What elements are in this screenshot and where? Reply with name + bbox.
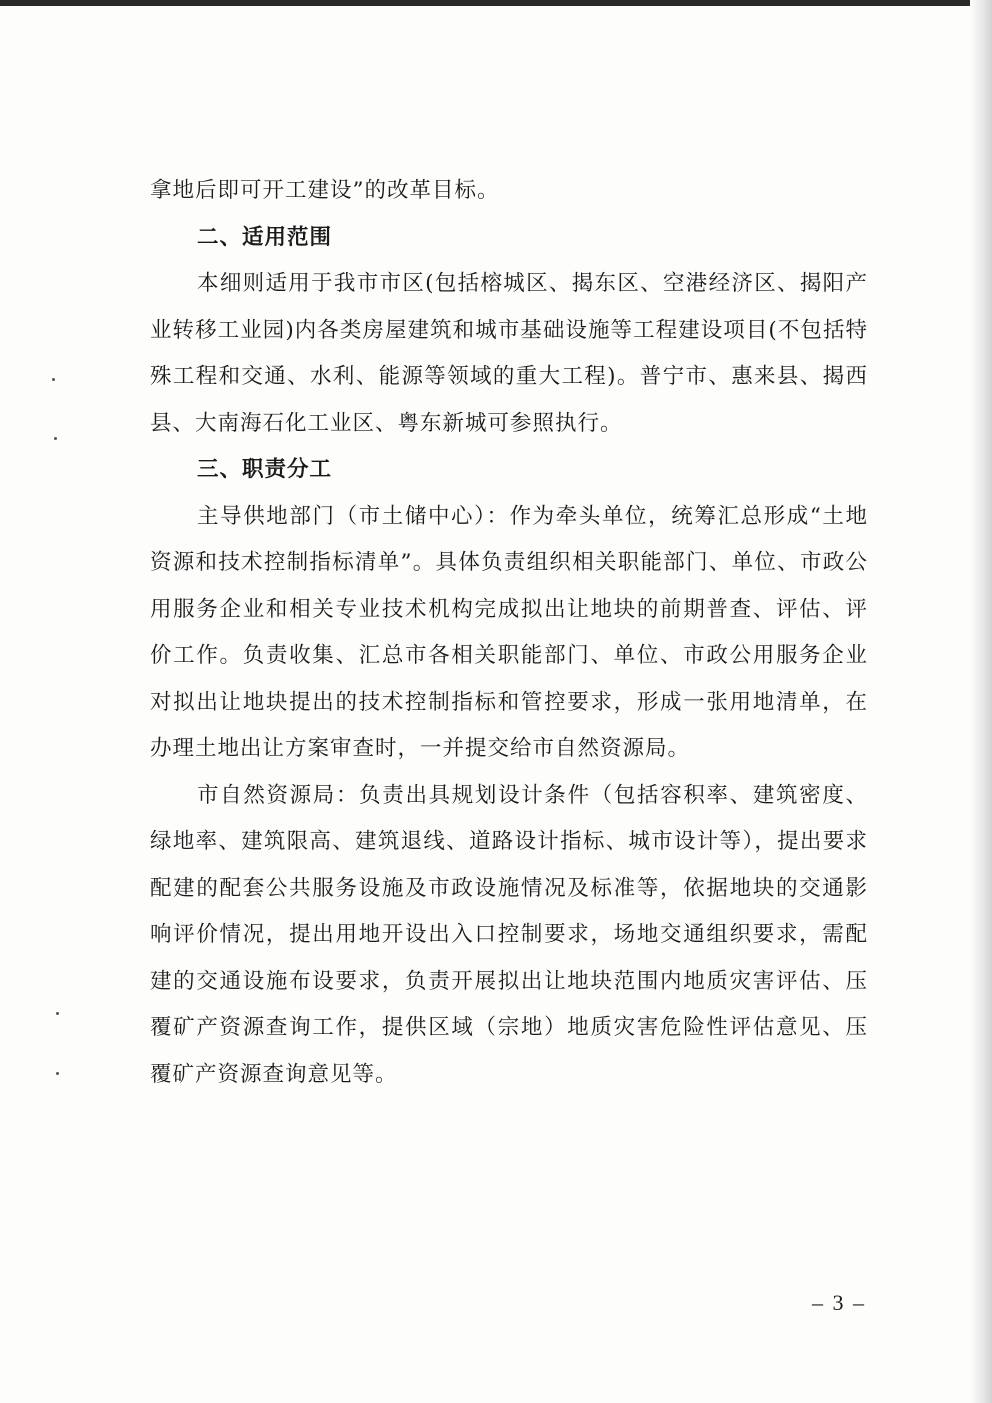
scan-speck <box>56 1072 59 1075</box>
scan-edge-right <box>970 0 992 1403</box>
scan-edge-top <box>0 0 992 6</box>
section-heading-responsibilities: 三、职责分工 <box>197 457 333 482</box>
scan-speck <box>52 378 55 381</box>
document-body <box>150 168 868 1098</box>
page-number: – 3 – <box>812 1290 866 1315</box>
scan-speck <box>54 437 57 440</box>
paragraph-scope: 本细则适用于我市市区(包括榕城区、揭东区、空港经济区、揭阳产业转移工业园)内各类房屋建筑和城市基础设施等工程建设项目(不包括特殊工程和交通、水利、能源等领域的重大工程)。普宁市、惠来县、揭西县、大南海石化工业区、粤东新城可参照执行。 <box>150 271 868 436</box>
scan-speck <box>56 1012 59 1015</box>
paragraph-continuation: 拿地后即可开工建设”的改革目标。 <box>150 178 500 203</box>
paragraph-land-supply-dept: 主导供地部门（市土储中心）：作为牵头单位，统筹汇总形成“土地资源和技术控制指标清单”。具体负责组织相关职能部门、单位、市政公用服务企业和相关专业技术机构完成拟出让地块的前期普查、评估、评价工作。负责收集、汇总市各相关职能部门、单位、市政公用服务企业对拟出让地块提出的技术控制指标和管控要求，形成一张用地清单，在办理土地出让方案审查时，一并提交给市自然资源局。 <box>150 503 868 761</box>
paragraph-natural-resources-bureau: 市自然资源局：负责出具规划设计条件（包括容积率、建筑密度、绿地率、建筑限高、建筑退线、道路设计指标、城市设计等），提出要求配建的配套公共服务设施及市政设施情况及标准等，依据地块的交通影响评价情况，提出用地开设出入口控制要求，场地交通组织要求，需配建的交通设施布设要求，负责开展拟出让地块范围内地质灾害评估、压覆矿产资源查询工作，提供区域（宗地）地质灾害危险性评估意见、压覆矿产资源查询意见等。 <box>150 782 868 1087</box>
section-heading-scope: 二、适用范围 <box>197 224 333 250</box>
